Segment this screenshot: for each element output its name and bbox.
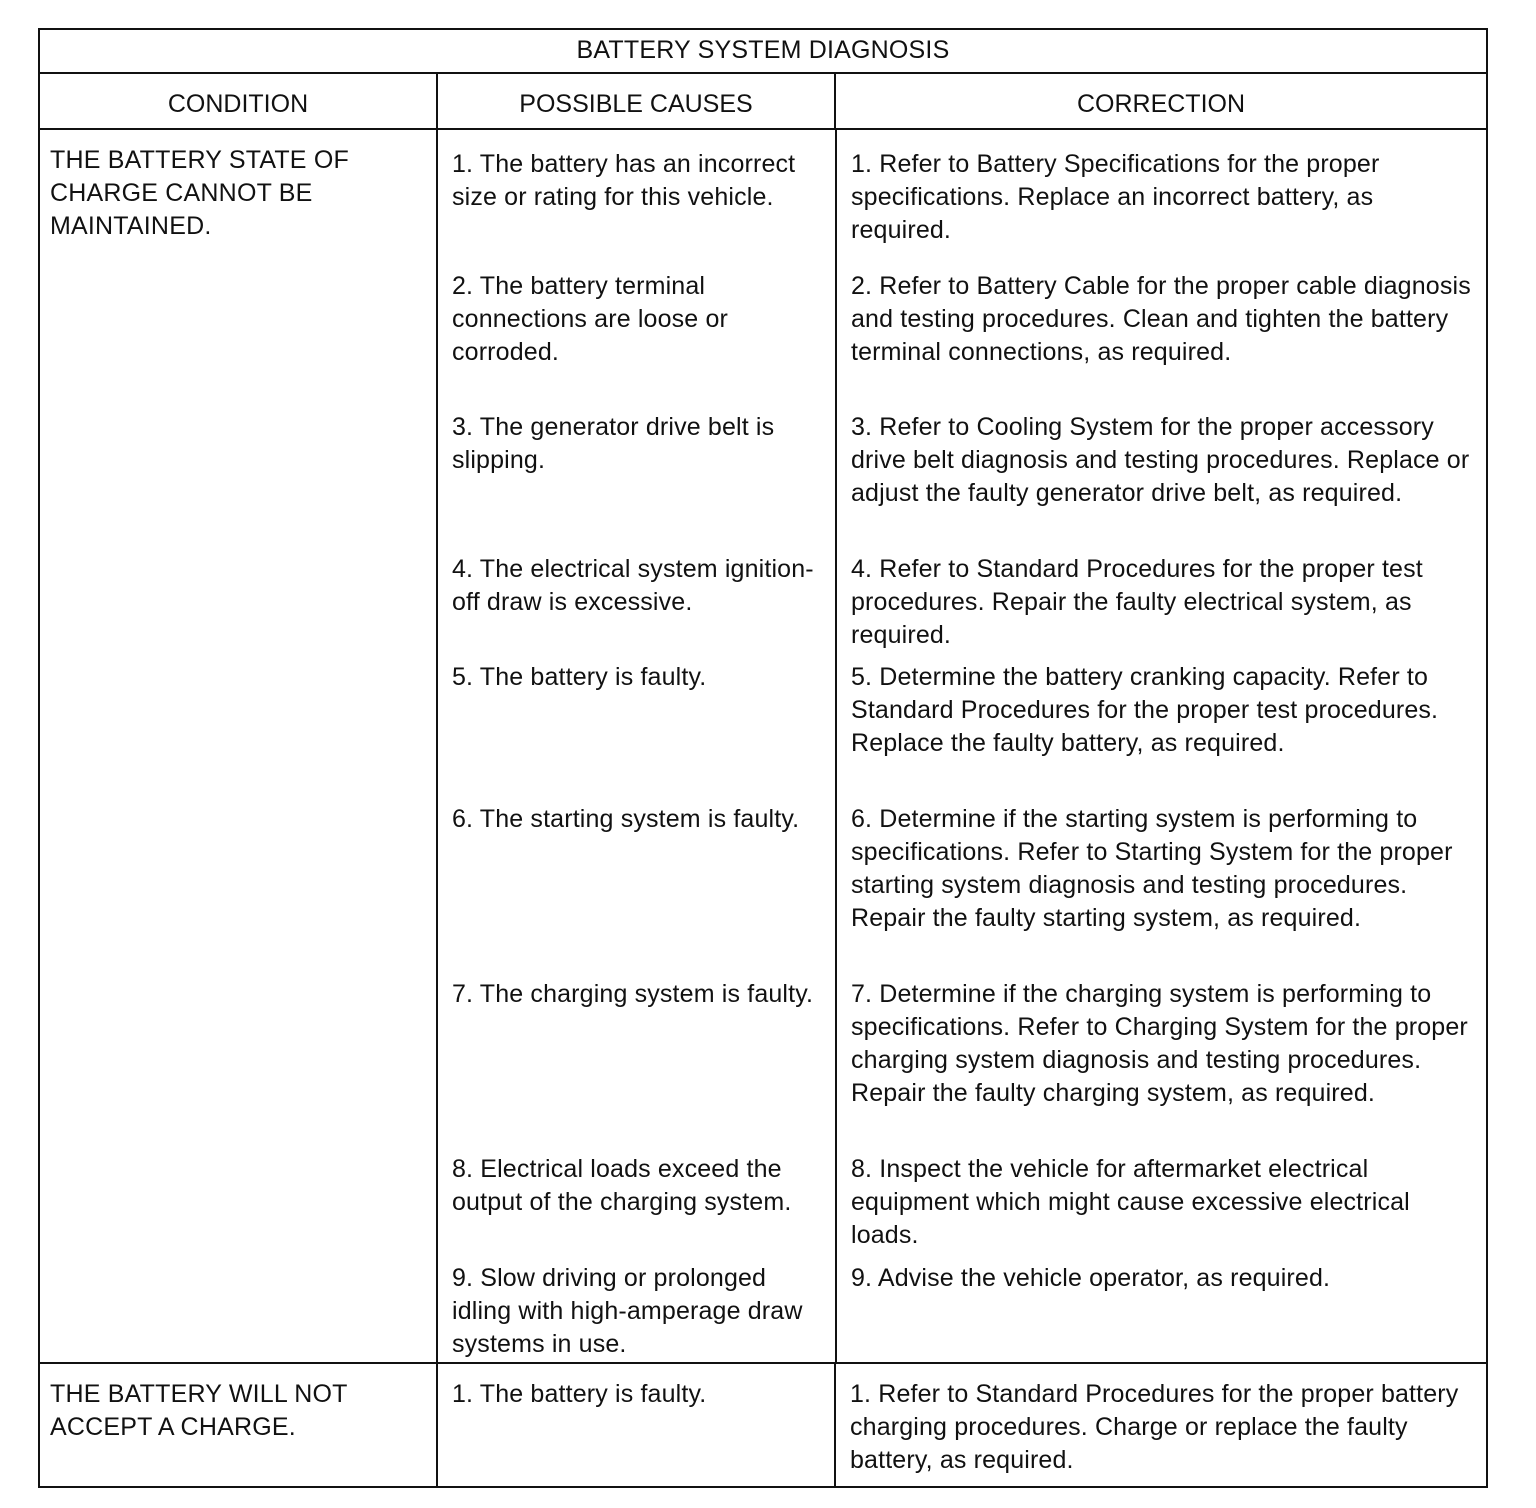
correction-text: 2. Refer to Battery Cable for the proper cable diagnosis and testing procedures. Clean and tighten the battery terminal connections, as required. bbox=[851, 272, 1471, 366]
cause-text: 7. The charging system is faulty. bbox=[438, 978, 836, 1153]
table-row bbox=[438, 803, 1488, 978]
cause-text: 1. The battery is faulty. bbox=[437, 1363, 835, 1487]
cause-text: 5. The battery is faulty. bbox=[438, 661, 836, 803]
condition-cell: THE BATTERY STATE OF CHARGE CANNOT BE MAINTAINED. bbox=[39, 129, 437, 1363]
table-row bbox=[438, 130, 1488, 270]
table-row bbox=[438, 1262, 1488, 1362]
correction-text: 1. Refer to Battery Specifications for the proper specifications. Replace an incorrect battery, as required. bbox=[851, 150, 1380, 244]
header-condition: CONDITION bbox=[39, 73, 437, 129]
cause-correction-list bbox=[437, 129, 1487, 1363]
correction-text: 7. Determine if the charging system is performing to specifications. Refer to Charging System for the proper charging system diagnosis and testing procedures. Repair the faulty charging system, as required. bbox=[851, 980, 1468, 1107]
cause-text: 4. The electrical system ignition-off draw is excessive. bbox=[438, 553, 836, 661]
correction-text: 5. Determine the battery cranking capacity. Refer to Standard Procedures for the proper test procedures. Replace the faulty battery, as required. bbox=[851, 663, 1439, 757]
battery-diagnosis-table bbox=[38, 28, 1488, 1488]
cause-text: 3. The generator drive belt is slipping. bbox=[438, 405, 836, 553]
cause-text: 6. The starting system is faulty. bbox=[438, 803, 836, 978]
correction-text: 4. Refer to Standard Procedures for the proper test procedures. Repair the faulty electrical system, as required. bbox=[851, 555, 1423, 649]
header-correction: CORRECTION bbox=[835, 73, 1487, 129]
table-row bbox=[438, 405, 1488, 553]
inner-rows bbox=[438, 130, 1488, 1362]
title-row bbox=[39, 29, 1487, 73]
cause-text: 1. The battery has an incorrect size or rating for this vehicle. bbox=[438, 130, 836, 270]
correction-text: 1. Refer to Standard Procedures for the proper battery charging procedures. Charge or replace the faulty battery, as required. bbox=[835, 1363, 1487, 1487]
table-row bbox=[438, 270, 1488, 405]
table-title: BATTERY SYSTEM DIAGNOSIS bbox=[39, 29, 1487, 73]
table-row bbox=[438, 1153, 1488, 1262]
table-row bbox=[438, 661, 1488, 803]
table-row bbox=[438, 553, 1488, 661]
table-row bbox=[438, 978, 1488, 1153]
cause-text: 9. Slow driving or prolonged idling with high-amperage draw systems in use. bbox=[438, 1262, 836, 1362]
condition-cell: THE BATTERY WILL NOT ACCEPT A CHARGE. bbox=[39, 1363, 437, 1487]
condition-group bbox=[39, 1363, 1487, 1487]
correction-text: 6. Determine if the starting system is performing to specifications. Refer to Starting System for the proper starting system diagnosis and testing procedures. Repair the faulty starting system, as required. bbox=[851, 805, 1453, 932]
header-row bbox=[39, 73, 1487, 129]
condition-group bbox=[39, 129, 1487, 1363]
correction-text: 9. Advise the vehicle operator, as required. bbox=[851, 1264, 1331, 1292]
correction-text: 8. Inspect the vehicle for aftermarket electrical equipment which might cause excessive electrical loads. bbox=[851, 1155, 1410, 1249]
cause-text: 2. The battery terminal connections are loose or corroded. bbox=[438, 270, 836, 405]
correction-text: 3. Refer to Cooling System for the proper accessory drive belt diagnosis and testing procedures. Replace or adjust the faulty generator drive belt, as required. bbox=[851, 413, 1470, 507]
header-possible-causes: POSSIBLE CAUSES bbox=[437, 73, 835, 129]
cause-text: 8. Electrical loads exceed the output of the charging system. bbox=[438, 1153, 836, 1262]
